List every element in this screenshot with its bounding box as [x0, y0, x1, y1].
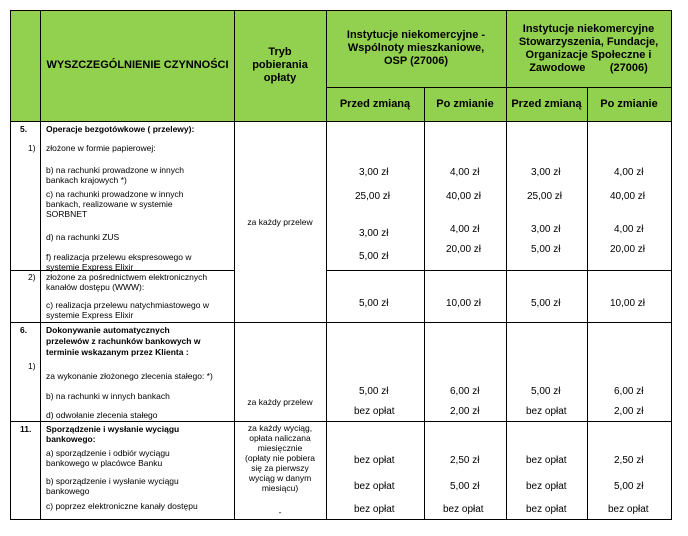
- header-group2-line: Stowarzyszenia, Fundacje,: [518, 35, 659, 48]
- sec5-electronic: kanałów dostępu (WWW):: [46, 282, 145, 292]
- sec11-title: Sporządzenie i wysłanie wyciągu: [46, 424, 180, 434]
- header-description: WYSZCZEGÓLNIENIE CZYNNOŚCI: [46, 59, 229, 71]
- sec11-mode: opłata naliczana: [249, 433, 311, 443]
- header-group2-line: Instytucje niekomercyjne: [522, 22, 655, 35]
- header-description-cell: [41, 10, 234, 121]
- sec5-electronic: złożone za pośrednictwem elektronicznych: [46, 272, 208, 282]
- sec5-item-b: b) na rachunki prowadzone w innych: [46, 165, 184, 175]
- grid-line: [424, 87, 425, 520]
- sec5-b-before-2: 3,00 zł: [531, 167, 561, 178]
- sec5-item-f: f) realizacja przelewu ekspresowego w: [46, 252, 192, 262]
- sec11-mode-dash: -: [278, 507, 282, 517]
- sec6-standing-order: za wykonanie złożonego zlecenia stałego: *): [46, 371, 213, 381]
- header-number-cell: [10, 10, 41, 121]
- sec6-mode: za każdy przelew: [247, 397, 313, 407]
- header-mode: Tryb pobierania opłaty: [252, 46, 308, 84]
- sec5-item-c: c) na rachunki prowadzone w innych: [46, 189, 184, 199]
- sec11-a-after-1: 2,50 zł: [450, 455, 480, 466]
- sec5-sub2: 2): [28, 272, 36, 282]
- sec11-item-a: a) sporządzenie i odbiór wyciągu: [46, 448, 170, 458]
- sec5-paper: złożone w formie papierowej:: [46, 143, 156, 153]
- sec11-a-before-1: bez opłat: [354, 455, 395, 466]
- sec5-f-before-2: 5,00 zł: [531, 244, 561, 255]
- sec6-title: terminie wskazanym przez Klienta :: [46, 347, 189, 357]
- sec11-mode: się za pierwszy: [251, 463, 309, 473]
- sec11-item-a: bankowego w placówce Banku: [46, 458, 163, 468]
- sec6-b-before-2: 5,00 zł: [531, 386, 561, 397]
- sec11-b-before-2: bez opłat: [526, 481, 567, 492]
- sec11-a-after-2: 2,50 zł: [614, 455, 644, 466]
- sec5-c2-after-2: 10,00 zł: [610, 298, 646, 309]
- sec6-d-before-1: bez opłat: [354, 406, 395, 417]
- sec5-b-before-1: 3,00 zł: [359, 167, 389, 178]
- sec6-b-after-1: 6,00 zł: [450, 386, 480, 397]
- sec6-b-before-1: 5,00 zł: [359, 386, 389, 397]
- sec6-d-after-2: 2,00 zł: [614, 406, 644, 417]
- header-group1: Instytucje niekomercyjne - Wspólnoty mieszkaniowe, OSP (27006): [346, 29, 486, 67]
- sec5-mode: za każdy przelew: [247, 217, 313, 227]
- sec5-d-before-2: 3,00 zł: [531, 224, 561, 235]
- sec5-item-c: bankach, realizowane w systemie: [46, 199, 173, 209]
- sec6-title: Dokonywanie automatycznych: [46, 325, 170, 335]
- sec11-b-before-1: bez opłat: [354, 481, 395, 492]
- header-after-2: Po zmianie: [587, 87, 671, 121]
- grid-line: [326, 270, 672, 271]
- header-mode-cell: [234, 10, 326, 121]
- sec11-c-after-2: bez opłat: [608, 504, 649, 515]
- grid-line: [326, 10, 327, 520]
- sec11-number: 11.: [20, 424, 32, 434]
- sec5-item-c: SORBNET: [46, 209, 88, 219]
- grid-line: [10, 10, 672, 11]
- sec5-b-after-2: 4,00 zł: [614, 167, 644, 178]
- sec5-item-d: d) na rachunki ZUS: [46, 232, 120, 242]
- sec5-c-after-2: 40,00 zł: [610, 191, 646, 202]
- sec6-d-after-1: 2,00 zł: [450, 406, 480, 417]
- grid-line: [671, 10, 672, 520]
- sec5-number: 5.: [20, 124, 28, 134]
- sec11-mode: za każdy wyciąg,: [247, 423, 313, 433]
- grid-line: [326, 87, 672, 88]
- sec5-d-after-1: 4,00 zł: [450, 224, 480, 235]
- grid-line: [10, 121, 672, 122]
- sec5-f-after-1: 20,00 zł: [446, 244, 482, 255]
- sec11-c-before-2: bez opłat: [526, 504, 567, 515]
- sec11-title: bankowego:: [46, 434, 96, 444]
- sec11-mode: wyciąg w danym: [248, 473, 312, 483]
- header-group2-cell: [506, 10, 671, 87]
- sec5-c-before-1: 25,00 zł: [355, 191, 391, 202]
- sec5-item-b: bankach krajowych *): [46, 175, 127, 185]
- sec6-title: przelewów z rachunków bankowych w: [46, 336, 201, 346]
- header-group2-line: Organizacje Społeczne i: [525, 48, 652, 61]
- sec11-mode: miesięcznie: [257, 443, 303, 453]
- sec11-b-after-1: 5,00 zł: [450, 481, 480, 492]
- sec5-item-c2: c) realizacja przelewu natychmiastowego w: [46, 300, 209, 310]
- sec5-d-after-2: 4,00 zł: [614, 224, 644, 235]
- sec11-mode: (opłaty nie pobiera: [245, 453, 315, 463]
- sec11-mode: miesiącu): [261, 483, 299, 493]
- sec5-c2-after-1: 10,00 zł: [446, 298, 482, 309]
- grid-line: [10, 519, 672, 520]
- sec5-c-before-2: 25,00 zł: [527, 191, 563, 202]
- header-group1-cell: [326, 10, 506, 87]
- sec5-item-c2: systemie Express Elixir: [46, 310, 134, 320]
- grid-line: [10, 10, 11, 520]
- grid-line: [506, 10, 507, 520]
- sec5-d-before-1: 3,00 zł: [359, 228, 389, 239]
- sec6-sub1: 1): [28, 361, 36, 371]
- sec5-f-after-2: 20,00 zł: [610, 244, 646, 255]
- sec5-c2-before-1: 5,00 zł: [359, 298, 389, 309]
- header-group2-line: Zawodowe (27006): [529, 61, 648, 74]
- sec5-b-after-1: 4,00 zł: [450, 167, 480, 178]
- header-before-1: Przed zmianą: [326, 87, 424, 121]
- sec11-c-after-1: bez opłat: [443, 504, 484, 515]
- sec5-f-before-1: 5,00 zł: [359, 251, 389, 262]
- sec6-item-b: b) na rachunki w innych bankach: [46, 391, 170, 401]
- grid-line: [10, 421, 672, 422]
- header-before-2: Przed zmianą: [506, 87, 587, 121]
- grid-line: [587, 87, 588, 520]
- sec5-c2-before-2: 5,00 zł: [531, 298, 561, 309]
- sec11-item-b: bankowego: [46, 486, 90, 496]
- sec6-b-after-2: 6,00 zł: [614, 386, 644, 397]
- sec5-title: Operacje bezgotówkowe ( przelewy):: [46, 124, 195, 134]
- sec5-item-f: systemie Express Elixir: [46, 262, 134, 272]
- grid-line: [10, 322, 672, 323]
- sec11-c-before-1: bez opłat: [354, 504, 395, 515]
- sec5-c-after-1: 40,00 zł: [446, 191, 482, 202]
- sec11-item-c: c) poprzez elektroniczne kanały dostępu: [46, 501, 198, 511]
- header-after-1: Po zmianie: [424, 87, 506, 121]
- sec6-d-before-2: bez opłat: [526, 406, 567, 417]
- sec11-b-after-2: 5,00 zł: [614, 481, 644, 492]
- sec11-item-b: b) sporządzenie i wysłanie wyciągu: [46, 476, 179, 486]
- grid-line: [40, 10, 41, 520]
- sec6-item-d: d) odwołanie zlecenia stałego: [46, 410, 158, 420]
- sec6-number: 6.: [20, 325, 28, 335]
- sec5-sub1: 1): [28, 143, 36, 153]
- sec11-a-before-2: bez opłat: [526, 455, 567, 466]
